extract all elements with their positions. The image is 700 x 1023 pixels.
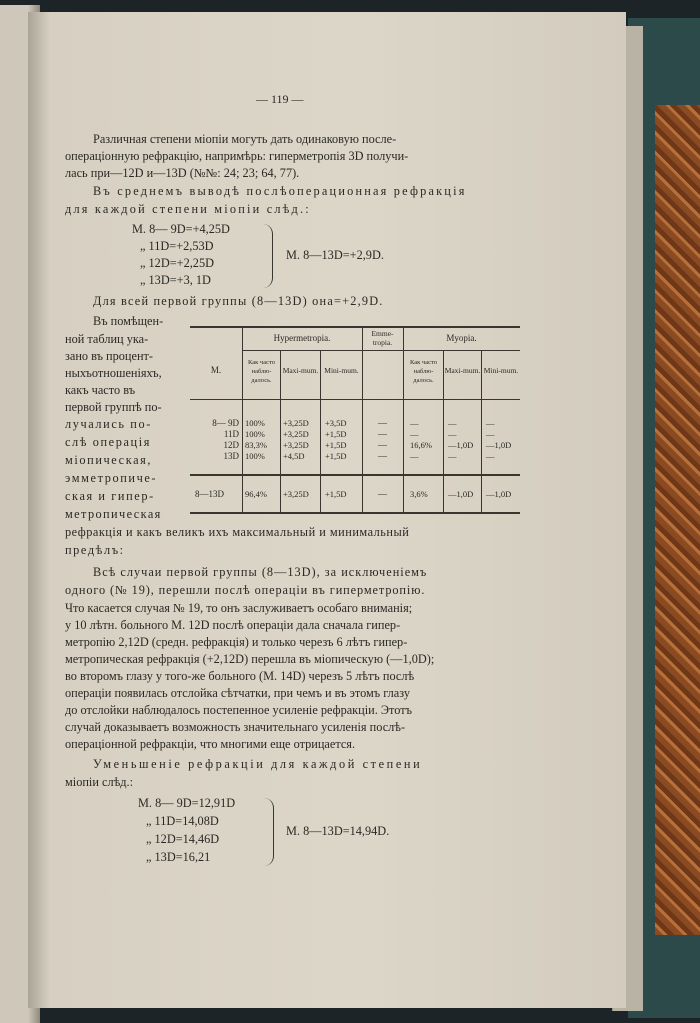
table-header-m: М. — [210, 365, 222, 375]
para4-line5: метропію 2,12D (средн. рефракція) и только черезъ 6 лѣтъ гипер- — [65, 635, 408, 649]
table-header-hypermetropia: Hypermetropia. — [273, 333, 331, 343]
table-row2-h-min: +1,5D — [325, 489, 347, 499]
para5-line1: Уменьшеніе рефракціи для каждой степени — [93, 757, 423, 771]
leather-spine-texture — [655, 105, 700, 935]
formula2-row1: М. 8— 9D=12,91D — [138, 796, 236, 810]
para4-line9: до отслойки наблюдалось постепенное усиленіе рефракціи. Этотъ — [65, 703, 412, 717]
para1-line1: Различная степени міопіи могуть дать одинаковую после- — [93, 132, 397, 146]
para4-line10: случай доказываетъ возможность значительнаго усиленія послѣ- — [65, 720, 406, 734]
table-row1-emm: — — — — — [378, 418, 387, 461]
para4-line6: метропическая рефракція (+2,12D) перешла въ міопическую (—1,0D); — [65, 652, 435, 666]
formula1-result: М. 8—13D=+2,9D. — [286, 248, 384, 262]
table-row2-m-max: —1,0D — [448, 489, 474, 499]
table-sub-max-m: Maxi-mum. — [444, 366, 481, 375]
table-sub-how-often-h: Как часто наблю-далось. — [248, 359, 275, 384]
formula2-brace — [263, 798, 274, 866]
formula2-row4: „ 13D=16,21 — [146, 850, 211, 864]
formula1-brace — [262, 224, 273, 288]
table-header-myopia: Myopia. — [446, 333, 477, 343]
para3-line1: рефракція и какъ великъ ихъ максимальный и минимальный — [65, 525, 410, 539]
formula1-row1: М. 8— 9D=+4,25D — [132, 222, 230, 236]
formula2-result: М. 8—13D=14,94D. — [286, 824, 390, 838]
table-row2-m-freq: 3,6% — [410, 489, 428, 499]
para4-line1: Всѣ случаи первой группы (8—13D), за исключеніемъ — [93, 565, 428, 579]
refraction-table — [190, 326, 520, 516]
table-row2-h-max: +3,25D — [283, 489, 309, 499]
table-row2-m-min: —1,0D — [486, 489, 512, 499]
side-text-6: первой группѣ по- — [65, 400, 162, 414]
table-row1-m-max: — — —1,0D — — [448, 418, 474, 461]
side-text-12: метропическая — [65, 507, 162, 521]
table-row1-h-freq: 100% 100% 83,3% 100% — [245, 418, 267, 461]
side-text-10: эмметропиче- — [65, 471, 158, 485]
table-header-emmetropia: Emme-tropia. — [371, 329, 394, 347]
para4-line11: операціонной рефракціи, что многими еще отрицается. — [65, 737, 356, 751]
para1-line2: операціонную рефракцію, напримѣрь: гиперметропія 3D получи- — [65, 149, 409, 163]
side-text-2: ной таблиц ука- — [65, 332, 149, 346]
table-row1-m: 8— 9D 11D 12D 13D — [212, 418, 239, 461]
para2-line2: для каждой степени міопіи слѣд.: — [65, 202, 311, 216]
table-row2-h-freq: 96,4% — [245, 489, 267, 499]
side-text-3: зано въ процент- — [65, 349, 154, 363]
side-text-11: ская и гипер- — [65, 489, 155, 503]
table-sub-min-m: Mini-mum. — [483, 366, 519, 375]
formula1-row2: „ 11D=+2,53D — [140, 239, 214, 253]
table-row1-m-min: — — —1,0D — — [486, 418, 512, 461]
side-text-8: слѣ операція — [65, 435, 151, 449]
formula1-row4: „ 13D=+3, 1D — [140, 273, 211, 287]
para2-line1: Въ среднемъ выводѣ послѣоперационная рефракція — [93, 184, 467, 198]
group-summary: Для всей первой группы (8—13D) она=+2,9D. — [93, 294, 384, 308]
side-text-9: міопическая, — [65, 453, 153, 467]
para1-line3: лась при—12D и—13D (№№: 24; 23; 64, 77). — [65, 166, 300, 180]
table-sub-min-h: Mini-mum. — [324, 366, 359, 375]
formula1-row3: „ 12D=+2,25D — [140, 256, 214, 270]
side-text-1: Въ помѣщен- — [93, 314, 164, 328]
para4-line7: во второмъ глазу у того-же больного (М. 14D) черезъ 5 лѣтъ послѣ — [65, 669, 415, 683]
table-row1-h-min: +3,5D +1,5D +1,5D +1,5D — [325, 418, 347, 461]
para4-line2: одного (№ 19), перешли послѣ операціи въ гиперметропію. — [65, 583, 426, 597]
para3-line2: предѣлъ: — [65, 543, 125, 557]
para4-line8: операціи появилась отслойка сѣтчатки, при чемъ и въ этомъ глазу — [65, 686, 410, 700]
table-row1-m-freq: — — 16,6% — — [410, 418, 432, 461]
para5-line2: міопіи слѣд.: — [65, 775, 134, 789]
table-row2-m: 8—13D — [195, 489, 224, 499]
side-text-4: ныхъотношеніяхъ, — [65, 366, 162, 380]
para4-line3: Что касается случая № 19, то онъ заслуживаетъ особаго вниманія; — [65, 601, 413, 615]
book-page — [28, 12, 626, 1008]
table-row1-h-max: +3,25D +3,25D +3,25D +4,5D — [283, 418, 309, 461]
page-number: — 119 — — [256, 92, 304, 106]
side-text-7: лучались по- — [65, 417, 152, 431]
formula2-row3: „ 12D=14,46D — [146, 832, 220, 846]
para4-line4: у 10 лѣтн. больного М. 12D послѣ операціи дала сначала гипер- — [65, 618, 401, 632]
table-sub-how-often-m: Как часто наблю-далось. — [410, 359, 437, 384]
table-sub-max-h: Maxi-mum. — [282, 366, 319, 375]
formula2-row2: „ 11D=14,08D — [146, 814, 219, 828]
table-row2-emm: — — [378, 489, 387, 499]
side-text-5: какъ часто въ — [65, 383, 136, 397]
